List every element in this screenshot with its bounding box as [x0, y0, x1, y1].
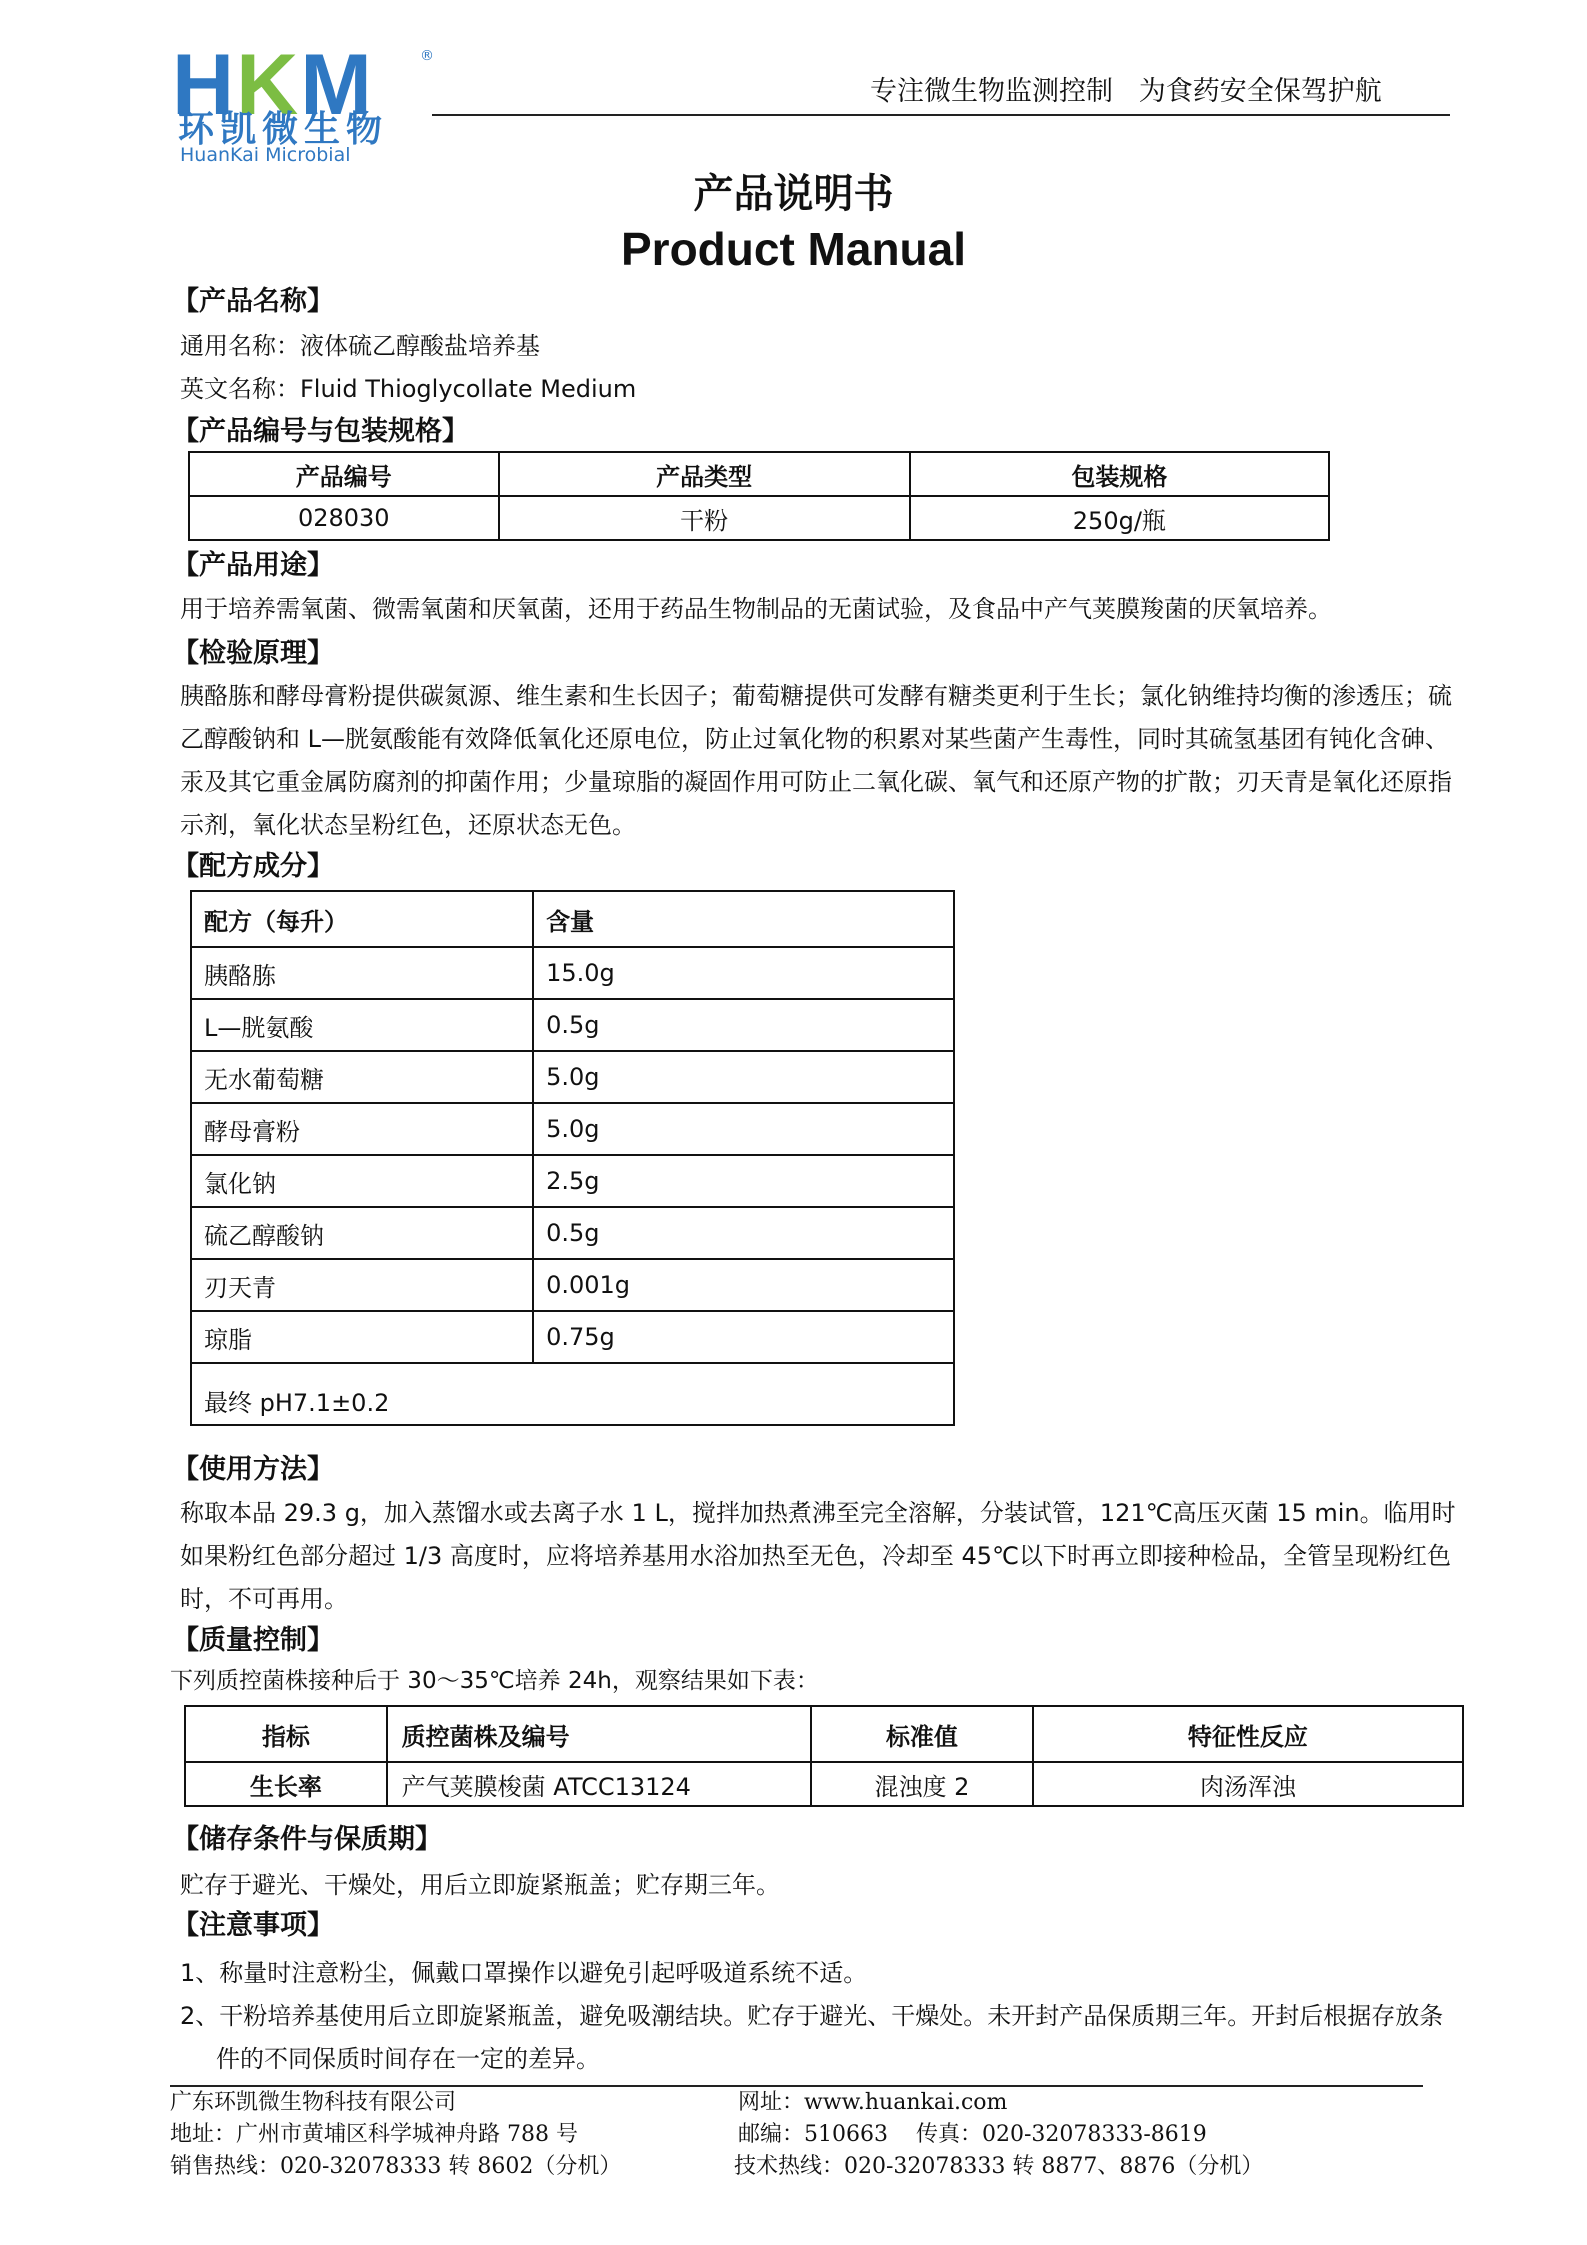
principle-line: 汞及其它重金属防腐剂的抑菌作用；少量琼脂的凝固作用可防止二氧化碳、氧气和还原产物的扩散；刃天青是氧化还原指: [180, 768, 1452, 796]
storage-text: 贮存于避光、干燥处，用后立即旋紧瓶盖；贮存期三年。: [180, 1871, 780, 1899]
method-line: 时，不可再用。: [180, 1585, 348, 1613]
characteristic-reaction: 肉汤浑浊: [1033, 1762, 1463, 1806]
column-header: 特征性反应: [1033, 1706, 1463, 1762]
table-row: [191, 1259, 954, 1311]
principle-line: 示剂，氧化状态呈粉红色，还原状态无色。: [180, 811, 636, 839]
table-row: [191, 1207, 954, 1259]
note-item-2-line-2: 件的不同保质时间存在一定的差异。: [216, 2045, 600, 2073]
column-header: 指标: [185, 1706, 387, 1762]
document-title-cn: 产品说明书: [693, 171, 894, 217]
table-row: [191, 999, 954, 1051]
package-spec: 250g/瓶: [910, 496, 1329, 540]
logo-letter-h: H: [172, 37, 237, 133]
ingredient-amount: 2.5g: [533, 1155, 954, 1207]
quality-intro: 下列质控菌株接种后于 30～35℃培养 24h，观察结果如下表：: [170, 1668, 819, 1694]
table-row: [189, 496, 1329, 540]
column-header: 标准值: [811, 1706, 1033, 1762]
ingredient-name: 胰酪胨: [191, 947, 533, 999]
ingredient-name: 刃天青: [191, 1259, 533, 1311]
header-slogan: 专注微生物监测控制 为食药安全保驾护航: [870, 76, 1382, 107]
section-heading-packaging: 【产品编号与包装规格】: [172, 416, 469, 447]
principle-line: 乙醇酸钠和 L—胱氨酸能有效降低氧化还原电位，防止过氧化物的积累对某些菌产生毒性，同时其硫氢基团有钝化含砷、: [180, 725, 1449, 753]
footer-sales-hotline: 销售热线：020-32078333 转 8602（分机）: [170, 2154, 622, 2179]
english-name: 英文名称：Fluid Thioglycollate Medium: [180, 375, 637, 403]
ingredient-amount: 15.0g: [533, 947, 954, 999]
ingredient-name: 硫乙醇酸钠: [191, 1207, 533, 1259]
footer-company: 广东环凯微生物科技有限公司: [170, 2090, 457, 2115]
section-heading-notes: 【注意事项】: [172, 1910, 334, 1941]
ingredient-amount: 0.5g: [533, 1207, 954, 1259]
footer-website: 网址：www.huankai.com: [738, 2090, 1008, 2115]
section-heading-storage: 【储存条件与保质期】: [172, 1824, 442, 1855]
table-row: [185, 1762, 1463, 1806]
ingredient-name: 无水葡萄糖: [191, 1051, 533, 1103]
column-header: 质控菌株及编号: [387, 1706, 811, 1762]
header-divider: [432, 114, 1450, 116]
section-heading-usage: 【产品用途】: [172, 550, 334, 581]
table-row: [191, 1103, 954, 1155]
ingredient-amount: 0.5g: [533, 999, 954, 1051]
footer-divider: [170, 2085, 1423, 2087]
table-header-row: [185, 1706, 1463, 1762]
table-row: [191, 947, 954, 999]
table-row: [191, 1363, 954, 1425]
table-row: [191, 1051, 954, 1103]
logo-letter-m: M: [300, 37, 374, 133]
quality-control-table: [184, 1705, 1464, 1807]
logo-english-name: HuanKai Microbial: [180, 144, 351, 166]
logo-chinese-name: 环凯微生物: [178, 109, 389, 150]
method-line: 称取本品 29.3 g，加入蒸馏水或去离子水 1 L，搅拌加热煮沸至完全溶解，分装试管，121℃高压灭菌 15 min。临用时: [180, 1499, 1456, 1527]
ingredient-name: 氯化钠: [191, 1155, 533, 1207]
ingredient-name: L—胱氨酸: [191, 999, 533, 1051]
document-title-en: Product Manual: [620, 223, 967, 275]
table-row: [191, 1155, 954, 1207]
logo-letter-k: K: [236, 37, 301, 133]
registered-mark: ®: [420, 48, 434, 64]
table-row: [191, 1311, 954, 1363]
column-header: 含量: [533, 891, 954, 947]
ingredient-name: 琼脂: [191, 1311, 533, 1363]
section-heading-product-name: 【产品名称】: [172, 286, 334, 317]
table-header-row: [191, 891, 954, 947]
table-header-row: [189, 452, 1329, 496]
column-header: 配方（每升）: [191, 891, 533, 947]
usage-text: 用于培养需氧菌、微需氧菌和厌氧菌，还用于药品生物制品的无菌试验，及食品中产气荚膜羧菌的厌氧培养。: [180, 595, 1332, 623]
final-ph: 最终 pH7.1±0.2: [191, 1363, 954, 1425]
standard-value: 混浊度 2: [811, 1762, 1033, 1806]
column-header: 包装规格: [910, 452, 1329, 496]
packaging-table: [188, 451, 1330, 541]
column-header: 产品类型: [499, 452, 910, 496]
section-heading-quality: 【质量控制】: [172, 1625, 334, 1656]
ingredient-amount: 5.0g: [533, 1103, 954, 1155]
ingredient-name: 酵母膏粉: [191, 1103, 533, 1155]
footer-tech-hotline: 技术热线：020-32078333 转 8877、8876（分机）: [734, 2154, 1264, 2179]
note-item-1: 1、称量时注意粉尘，佩戴口罩操作以避免引起呼吸道系统不适。: [180, 1959, 868, 1987]
ingredient-amount: 5.0g: [533, 1051, 954, 1103]
strain: 产气荚膜梭菌 ATCC13124: [387, 1762, 811, 1806]
column-header: 产品编号: [189, 452, 499, 496]
section-heading-formula: 【配方成分】: [172, 851, 334, 882]
footer-postcode-fax: 邮编：510663 传真：020-32078333-8619: [738, 2122, 1207, 2147]
ingredient-amount: 0.75g: [533, 1311, 954, 1363]
section-heading-principle: 【检验原理】: [172, 638, 334, 669]
section-heading-method: 【使用方法】: [172, 1454, 334, 1485]
product-code: 028030: [189, 496, 499, 540]
formula-table: [190, 890, 955, 1426]
common-name: 通用名称：液体硫乙醇酸盐培养基: [180, 332, 540, 360]
product-type: 干粉: [499, 496, 910, 540]
footer-address: 地址：广州市黄埔区科学城神舟路 788 号: [170, 2122, 578, 2147]
principle-line: 胰酪胨和酵母膏粉提供碳氮源、维生素和生长因子；葡萄糖提供可发酵有糖类更利于生长；氯化钠维持均衡的渗透压；硫: [180, 682, 1452, 710]
method-line: 如果粉红色部分超过 1/3 高度时，应将培养基用水浴加热至无色，冷却至 45℃以下时再立即接种检品，全管呈现粉红色: [180, 1542, 1452, 1570]
note-item-2-line-1: 2、干粉培养基使用后立即旋紧瓶盖，避免吸潮结块。贮存于避光、干燥处。未开封产品保质期三年。开封后根据存放条: [180, 2002, 1444, 2030]
indicator: 生长率: [185, 1762, 387, 1806]
ingredient-amount: 0.001g: [533, 1259, 954, 1311]
